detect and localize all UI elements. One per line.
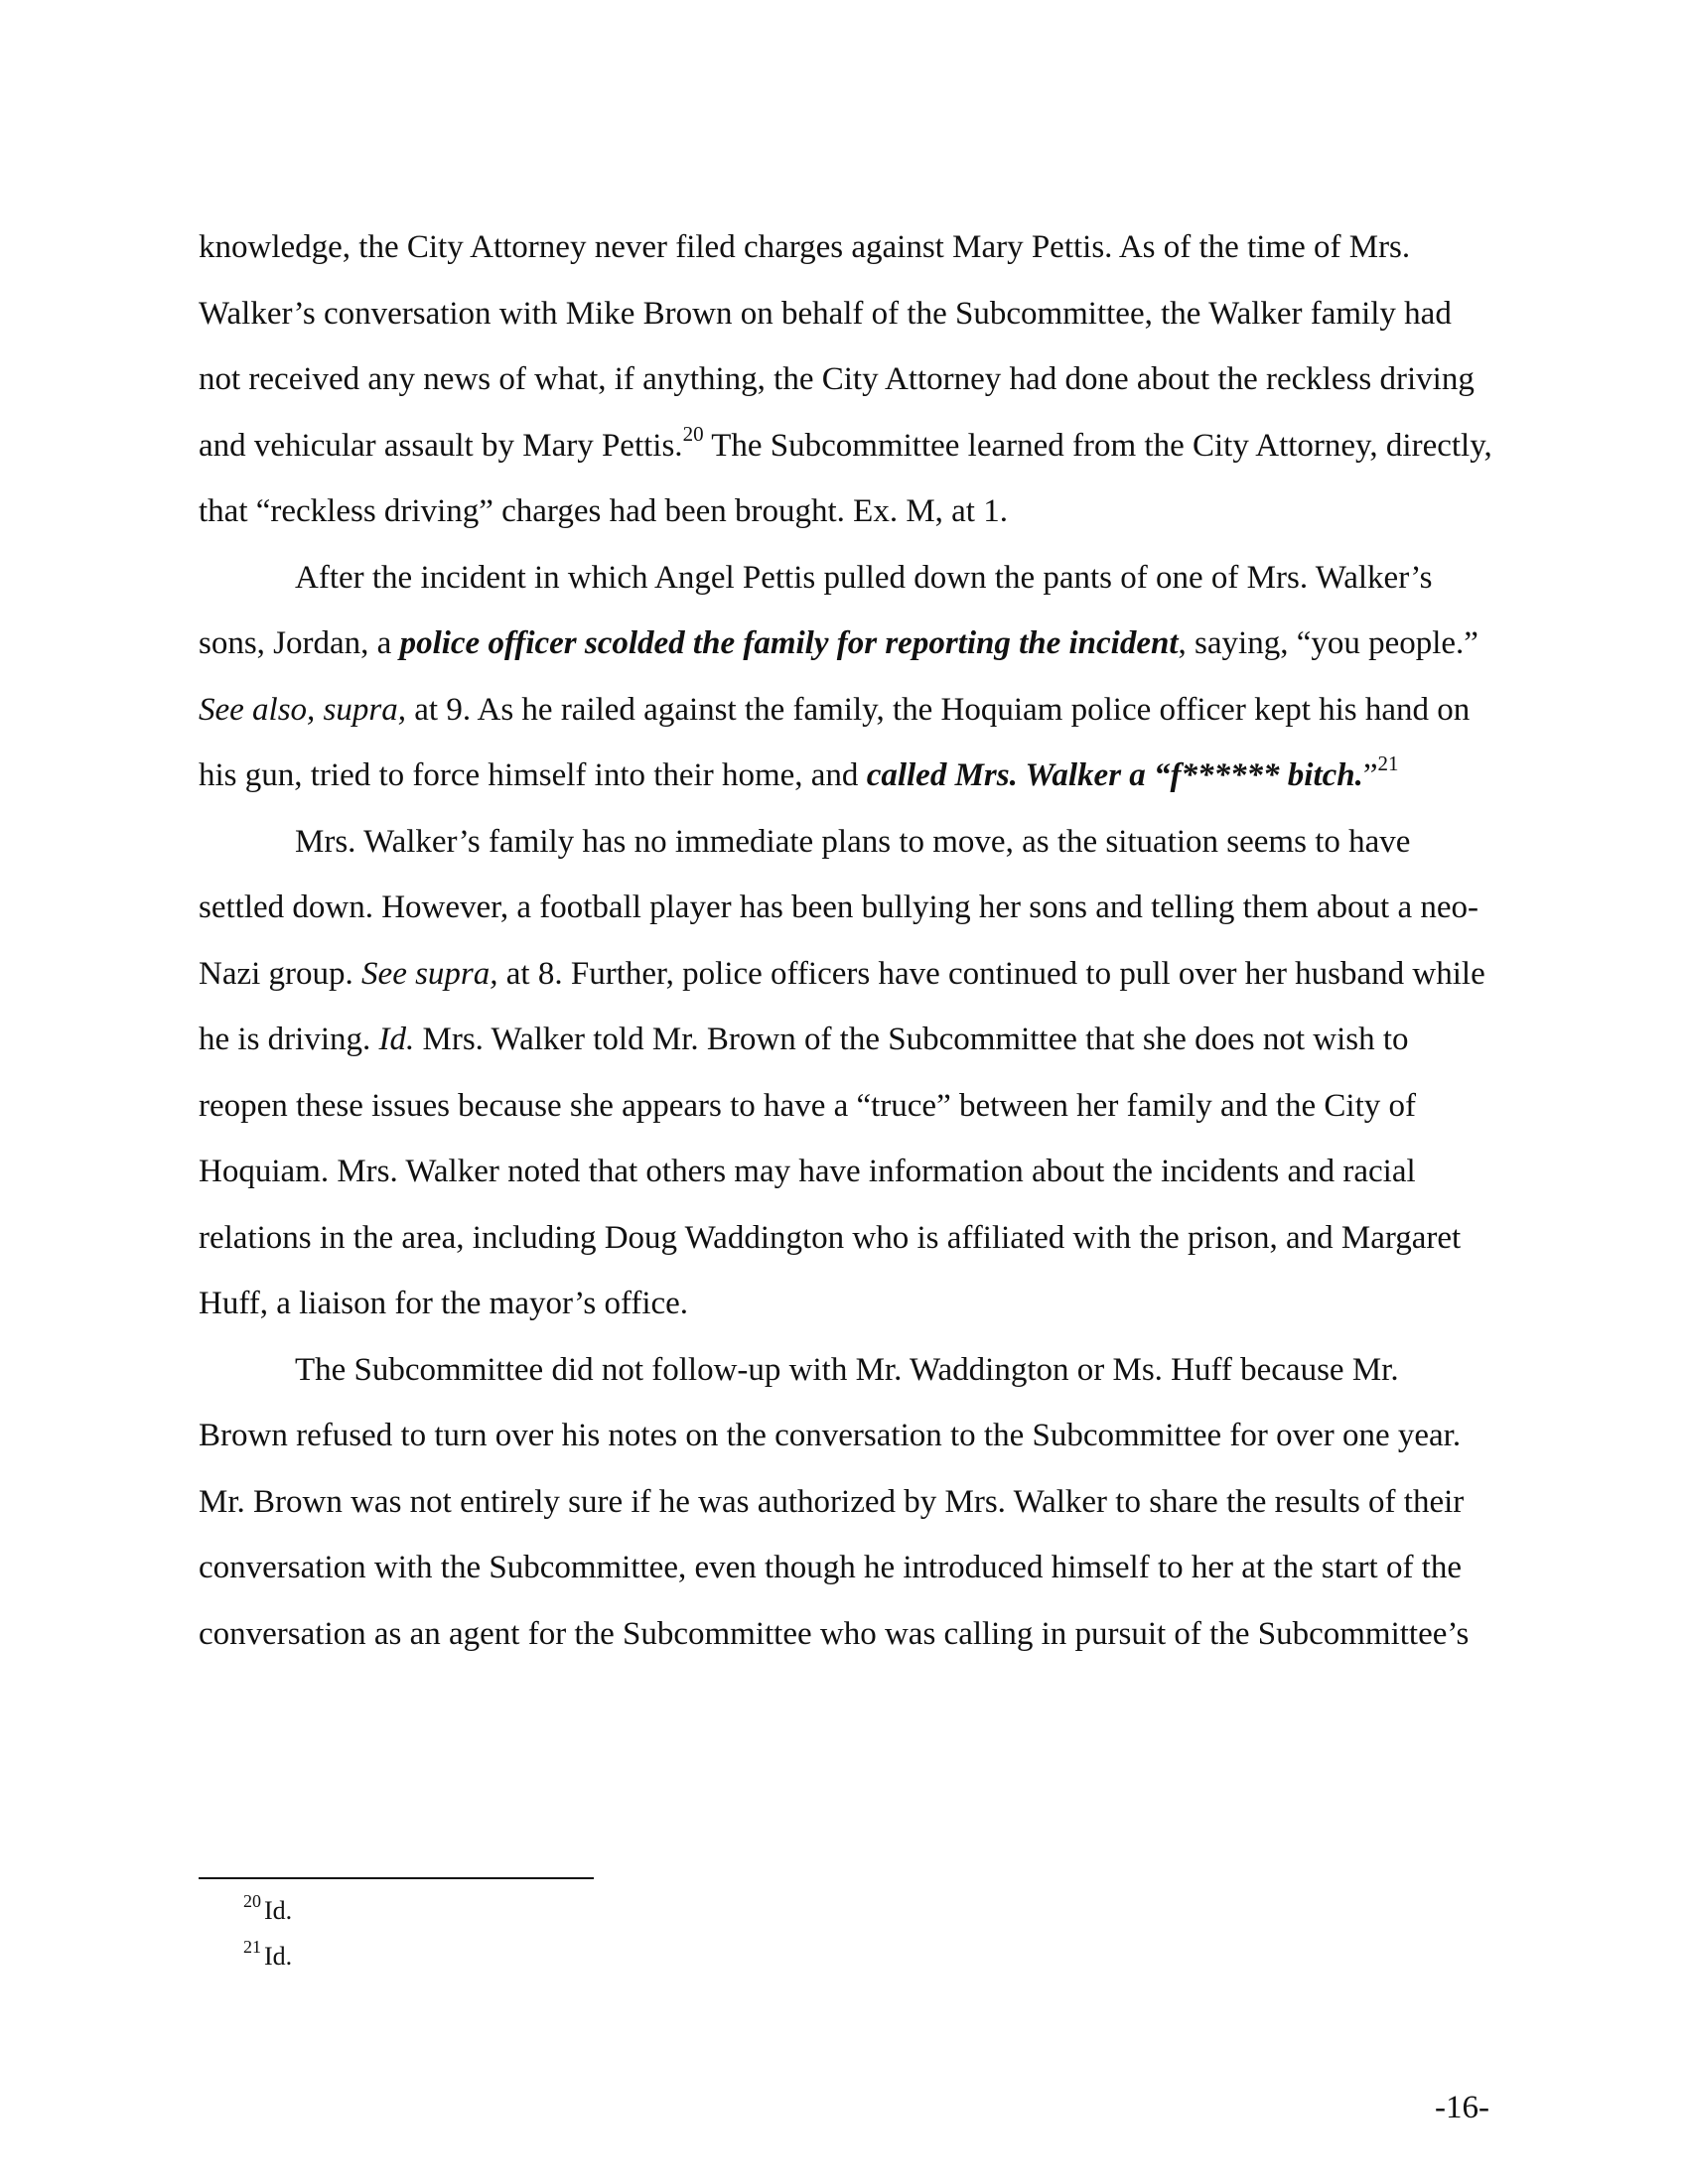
body-text <box>199 214 1494 1667</box>
paragraph-1: knowledge, the City Attorney never filed charges against Mary Pettis. As of the time of Mrs. Walker’s conversation with Mike Brown on behalf of the Subcommittee, the Walker family had not received any news of what, if anything, the City Attorney had done about the reckless driving and vehicular assault by Mary Pettis.$^{20}$ The Subcommittee learned from the City Attorney, directly, that “reckless driving” charges had been brought. Ex. M, at 1. <box>199 229 1492 529</box>
footnote-20: $^{20}$ Id. <box>243 1891 293 1925</box>
footnote-ref-21[interactable]: 21 <box>1377 751 1399 775</box>
paragraph-3: Mrs. Walker’s family has no immediate plans to move, as the situation seems to have settled down. However, a football player has been bullying her sons and telling them about a neo-Nazi group. See supra, at 8. Further, police officers have continued to pull over her husband while he is driving. Id. Mrs. Walker told Mr. Brown of the Subcommittee that she does not wish to reopen these issues because she appears to have a “truce” between her family and the City of Hoquiam. Mrs. Walker noted that others may have information about the incidents and racial relations in the area, including Doug Waddington who is affiliated with the prison, and Margaret Huff, a liaison for the mayor’s office. <box>199 823 1485 1321</box>
footnote-separator <box>199 1877 594 1879</box>
emphasis-called: called Mrs. Walker a “f****** bitch. <box>866 757 1363 793</box>
citation-see-supra: See supra, <box>361 955 498 992</box>
footnote-21: $^{21}$ Id. <box>243 1937 293 1971</box>
paragraph-2: After the incident in which Angel Pettis pulled down the pants of one of Mrs. Walker’s sons, Jordan, a police officer scolded the family for reporting the incident, saying, “you people.” See also, supra, at 9. As he railed against the family, the Hoquiam police officer kept his hand on his gun, tried to force himself into their home, and called Mrs. Walker a “f****** bitch.”$^{21}$ <box>199 559 1478 793</box>
citation-id: Id. <box>378 1022 415 1057</box>
footnote-ref-20[interactable]: 20 <box>682 421 704 446</box>
paragraph-4: The Subcommittee did not follow-up with Mr. Waddington or Ms. Huff because Mr. Brown refused to turn over his notes on the conversation to the Subcommittee for over one year. Mr. Brown was not entirely sure if he was authorized by Mrs. Walker to share the results of their conversation with the Subcommittee, even though he introduced himself to her at the start of the conversation as an agent for the Subcommittee who was calling in pursuit of the Subcommittee’s <box>199 1351 1470 1652</box>
citation-see-also: See also, supra, <box>199 691 406 728</box>
emphasis-scolded: police officer scolded the family for reporting the incident <box>399 625 1179 661</box>
footnotes <box>243 1888 1137 1979</box>
page-number: -16- <box>1435 2090 1489 2125</box>
